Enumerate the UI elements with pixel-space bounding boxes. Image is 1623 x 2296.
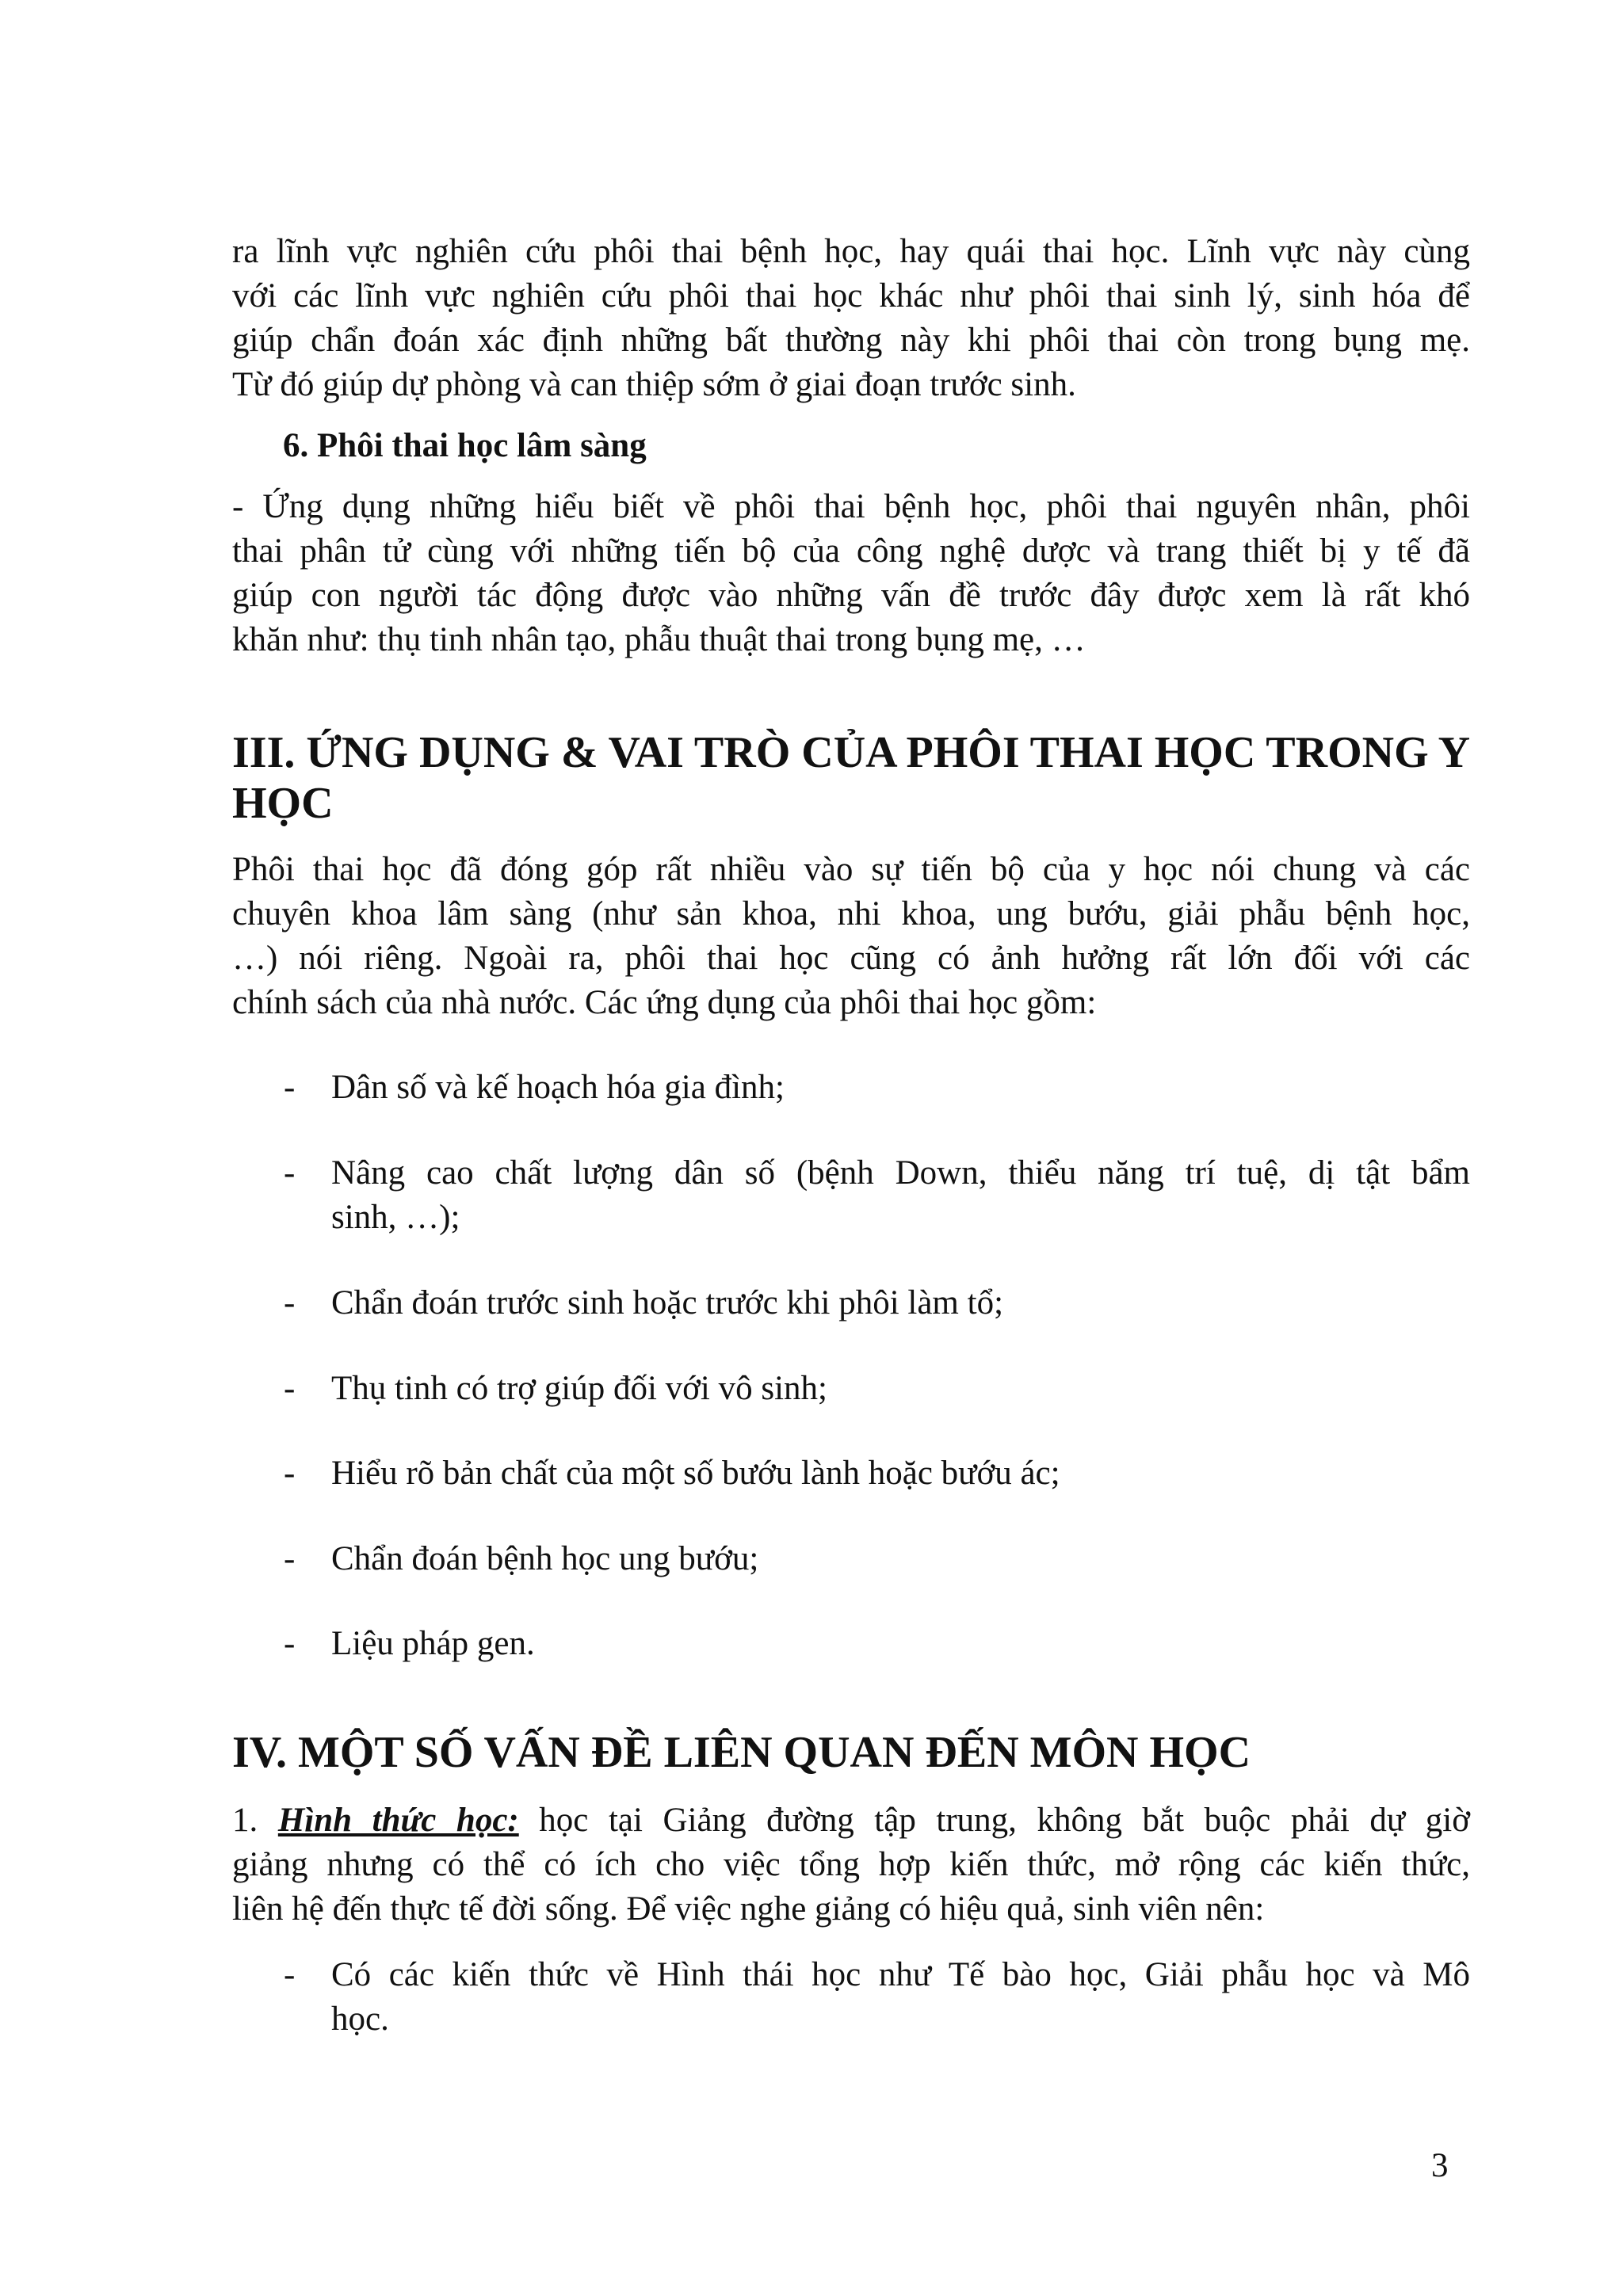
paragraph-line: - Ứng dụng những hiểu biết về phôi thai bệnh học, phôi thai nguyên nhân, phôi <box>232 488 1470 525</box>
list-item-text: sinh, …); <box>331 1199 460 1236</box>
bullet-dash: - <box>284 1956 296 1993</box>
list-item-text: Hiểu rõ bản chất của một số bướu lành hoặc bướu ác; <box>331 1455 1060 1492</box>
list-item-text: Chẩn đoán bệnh học ung bướu; <box>331 1540 759 1577</box>
paragraph-line <box>232 1798 1470 1843</box>
bullet-dash: - <box>284 1284 296 1322</box>
paragraph-line: Phôi thai học đã đóng góp rất nhiều vào sự tiến bộ của y học nói chung và các <box>232 851 1470 888</box>
heading-line: III. ỨNG DỤNG & VAI TRÒ CỦA PHÔI THAI HỌC TRONG Y <box>232 728 1471 777</box>
bullet-dash: - <box>284 1625 296 1662</box>
list-item-text: Chẩn đoán trước sinh hoặc trước khi phôi làm tổ; <box>331 1284 1004 1322</box>
list-item-text: Liệu pháp gen. <box>331 1625 535 1662</box>
paragraph-line: ra lĩnh vực nghiên cứu phôi thai bệnh học, hay quái thai học. Lĩnh vực này cùng <box>232 233 1470 270</box>
list-item-text: Có các kiến thức về Hình thái học như Tế bào học, Giải phẫu học và Mô <box>331 1956 1470 1993</box>
paragraph-line: chính sách của nhà nước. Các ứng dụng của phôi thai học gồm: <box>232 984 1097 1021</box>
paragraph-line: giúp chẩn đoán xác định những bất thường này khi phôi thai còn trong bụng mẹ. <box>232 322 1470 359</box>
subsection-paragraph <box>232 485 1470 662</box>
section-heading <box>232 1727 1470 1778</box>
item-number: 1. <box>232 1802 278 1839</box>
bullet-dash: - <box>284 1154 296 1192</box>
heading-line: HỌC <box>232 779 334 828</box>
bullet-dash: - <box>284 1540 296 1577</box>
paragraph-line: chuyên khoa lâm sàng (như sản khoa, nhi khoa, ung bướu, giải phẫu bệnh học, <box>232 895 1470 933</box>
list-item-text: học. <box>331 2000 389 2038</box>
section-heading <box>232 727 1470 829</box>
heading-line: IV. MỘT SỐ VẤN ĐỀ LIÊN QUAN ĐẾN MÔN HỌC <box>232 1728 1251 1777</box>
bullet-dash: - <box>284 1069 296 1106</box>
bullet-dash: - <box>284 1455 296 1492</box>
paragraph-line: thai phân tử cùng với những tiến bộ của công nghệ dược và trang thiết bị y tế đã <box>232 532 1470 570</box>
paragraph-line: với các lĩnh vực nghiên cứu phôi thai học khác như phôi thai sinh lý, sinh hóa để <box>232 277 1470 315</box>
section-paragraph <box>232 848 1470 1025</box>
paragraph-line: giúp con người tác động được vào những vấn đề trước đây được xem là rất khó <box>232 577 1470 614</box>
intro-paragraph <box>232 230 1470 407</box>
paragraph-line: khăn như: thụ tinh nhân tạo, phẫu thuật thai trong bụng mẹ, … <box>232 621 1086 658</box>
list-item-text: Thụ tinh có trợ giúp đối với vô sinh; <box>331 1370 827 1407</box>
list-item-text: Dân số và kế hoạch hóa gia đình; <box>331 1069 785 1106</box>
subsection-title: 6. Phôi thai học lâm sàng <box>283 427 647 464</box>
paragraph-line: Từ đó giúp dự phòng và can thiệp sớm ở giai đoạn trước sinh. <box>232 366 1076 403</box>
bullet-dash: - <box>284 1370 296 1407</box>
item-label: Hình thức học: <box>277 1802 519 1839</box>
paragraph-line: …) nói riêng. Ngoài ra, phôi thai học cũng có ảnh hưởng rất lớn đối với các <box>232 940 1470 977</box>
document-page <box>232 0 1470 2296</box>
page-number: 3 <box>1431 2147 1449 2184</box>
section-paragraph <box>232 1798 1470 1932</box>
list-item-text: Nâng cao chất lượng dân số (bệnh Down, thiểu năng trí tuệ, dị tật bẩm <box>331 1154 1470 1192</box>
paragraph-line: giảng nhưng có thể có ích cho việc tổng hợp kiến thức, mở rộng các kiến thức, <box>232 1846 1470 1883</box>
paragraph-line: liên hệ đến thực tế đời sống. Để việc nghe giảng có hiệu quả, sinh viên nên: <box>232 1890 1265 1928</box>
item-text: học tại Giảng đường tập trung, không bắt buộc phải dự giờ <box>518 1802 1470 1839</box>
